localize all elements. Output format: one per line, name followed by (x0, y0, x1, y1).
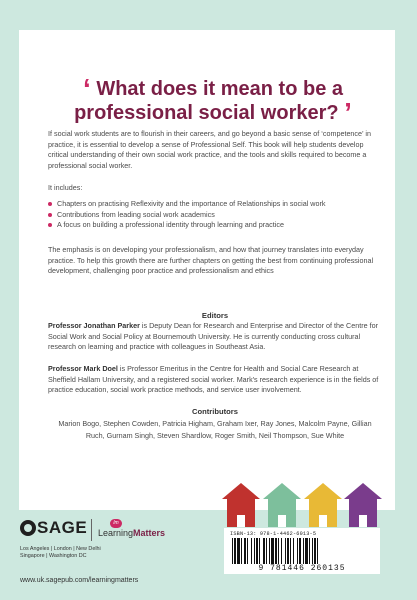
logo-divider (91, 519, 92, 541)
bullet-dot-icon (48, 202, 52, 206)
bullet-list (48, 199, 382, 231)
close-quote: ’ (344, 97, 352, 128)
bullet-item: Chapters on practising Reflexivity and the importance of Relationships in social work (48, 199, 382, 210)
learning-matters-wordmark: LearningMatters (98, 528, 166, 538)
contributors-list: Marion Bogo, Stephen Cowden, Patricia Higham, Graham Ixer, Ray Jones, Malcolm Payne, Gillian Ruch, Gurnam Singh, Steven Shardlow, Roger Smith, Neil Thompson, Sue White (58, 419, 372, 440)
bullet-dot-icon (48, 213, 52, 217)
headline-line2: professional social worker? (74, 102, 339, 124)
editor2-name: Professor Mark Doel (48, 364, 118, 373)
headline-line1: What does it mean to be a (96, 78, 344, 100)
publisher-cities: Los Angeles | London | New Delhi Singapore | Washington DC (20, 546, 101, 559)
lm-badge-icon: lm (110, 519, 122, 528)
editors-heading: Editors (201, 311, 229, 320)
barcode-bars (232, 538, 372, 564)
isbn-label: ISBN-13: 978-1-4462-6013-5 (230, 531, 317, 537)
bullet-item: A focus on building a professional identity through learning and practice (48, 220, 382, 231)
green-house-icon (263, 483, 301, 527)
includes-label: It includes: (48, 183, 83, 192)
barcode-bar (317, 538, 318, 564)
emphasis-paragraph: The emphasis is on developing your professionalism, and how that journey translates into everyday practice. To help this growth there are further chapters on getting the best from continuing professional development, challenging poor practice and professionalism and ethics (48, 245, 374, 276)
editor1-name: Professor Jonathan Parker (48, 321, 140, 330)
intro-paragraph: If social work students are to flourish in their careers, and go beyond a basic sense of ‘competence’ in practice, it is essential to develop a sense of Professional Self. This book will help students develop critical understanding of their own social work practice, and the tools and skills required to become a professional social worker. (48, 129, 371, 170)
barcode (224, 528, 380, 574)
publisher-url[interactable]: www.uk.sagepub.com/learningmatters (20, 577, 139, 584)
yellow-house-icon (304, 483, 342, 527)
red-house-icon (222, 483, 260, 527)
sage-mark-icon (20, 520, 36, 536)
houses-graphic (222, 483, 382, 527)
sage-wordmark: SAGE (37, 518, 88, 537)
open-quote: ‘ (82, 73, 91, 104)
headline (38, 73, 388, 128)
bullet-item: Contributions from leading social work academics (48, 210, 382, 221)
purple-house-icon (344, 483, 382, 527)
editor1-bio: Professor Jonathan Parker is Deputy Dean for Research and Enterprise and Director of the Centre for Social Work and Social Policy at Bournemouth University. He is currently conducting cross cultural research on learning and practice with colleagues in Southeast Asia. (48, 321, 378, 352)
barcode-digits: 9 781446 260135 (258, 564, 346, 573)
bullet-dot-icon (48, 223, 52, 227)
editor2-bio: Professor Mark Doel is Professor Emeritus in the Centre for Health and Social Care Research at Sheffield Hallam University, and a registered social worker. Mark's research experience is in the fields of practice education, social work practice methods, and service user involvement. (48, 364, 379, 395)
contributors-heading: Contributors (192, 407, 238, 416)
